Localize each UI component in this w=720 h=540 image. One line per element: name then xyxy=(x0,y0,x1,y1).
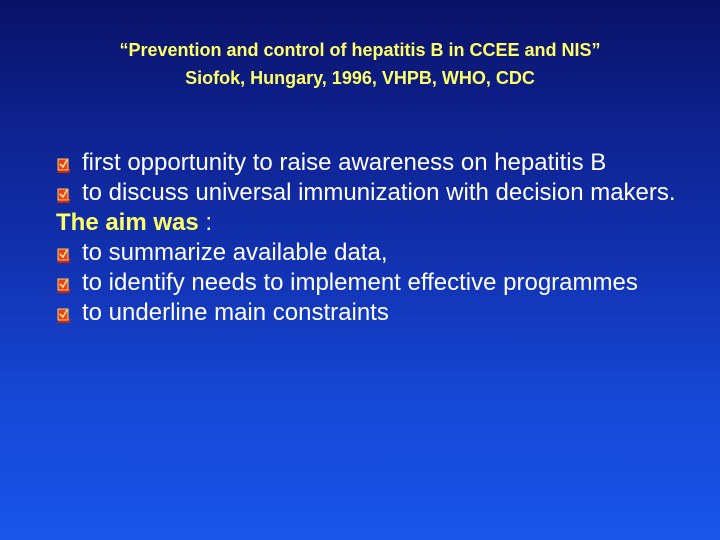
bullet-text: to identify needs to implement effective programmes xyxy=(82,269,638,296)
slide-title-line-2: Siofok, Hungary, 1996, VHPB, WHO, CDC xyxy=(185,68,535,88)
aim-label: The aim was xyxy=(56,209,199,236)
bullet-text: first opportunity to raise awareness on hepatitis B xyxy=(82,149,607,176)
bullet-text: to discuss universal immunization with decision makers. xyxy=(82,179,676,206)
aim-colon: : xyxy=(198,209,213,236)
checkbox-icon xyxy=(56,247,72,264)
bullet-item xyxy=(56,268,706,298)
bullet-item xyxy=(56,148,706,178)
bullet-item xyxy=(56,178,706,208)
checkbox-icon xyxy=(56,307,72,324)
bullet-item xyxy=(56,238,706,268)
aim-heading xyxy=(56,208,706,238)
checkbox-icon xyxy=(56,277,72,294)
checkbox-icon xyxy=(56,187,72,204)
slide-body xyxy=(56,148,706,328)
slide-title-line-1: “Prevention and control of hepatitis B in CCEE and NIS” xyxy=(119,40,601,60)
bullet-item xyxy=(56,298,706,328)
bullet-text: to underline main constraints xyxy=(82,299,389,326)
slide-title xyxy=(0,36,720,92)
checkbox-icon xyxy=(56,157,72,174)
bullet-text: to summarize available data, xyxy=(82,239,388,266)
